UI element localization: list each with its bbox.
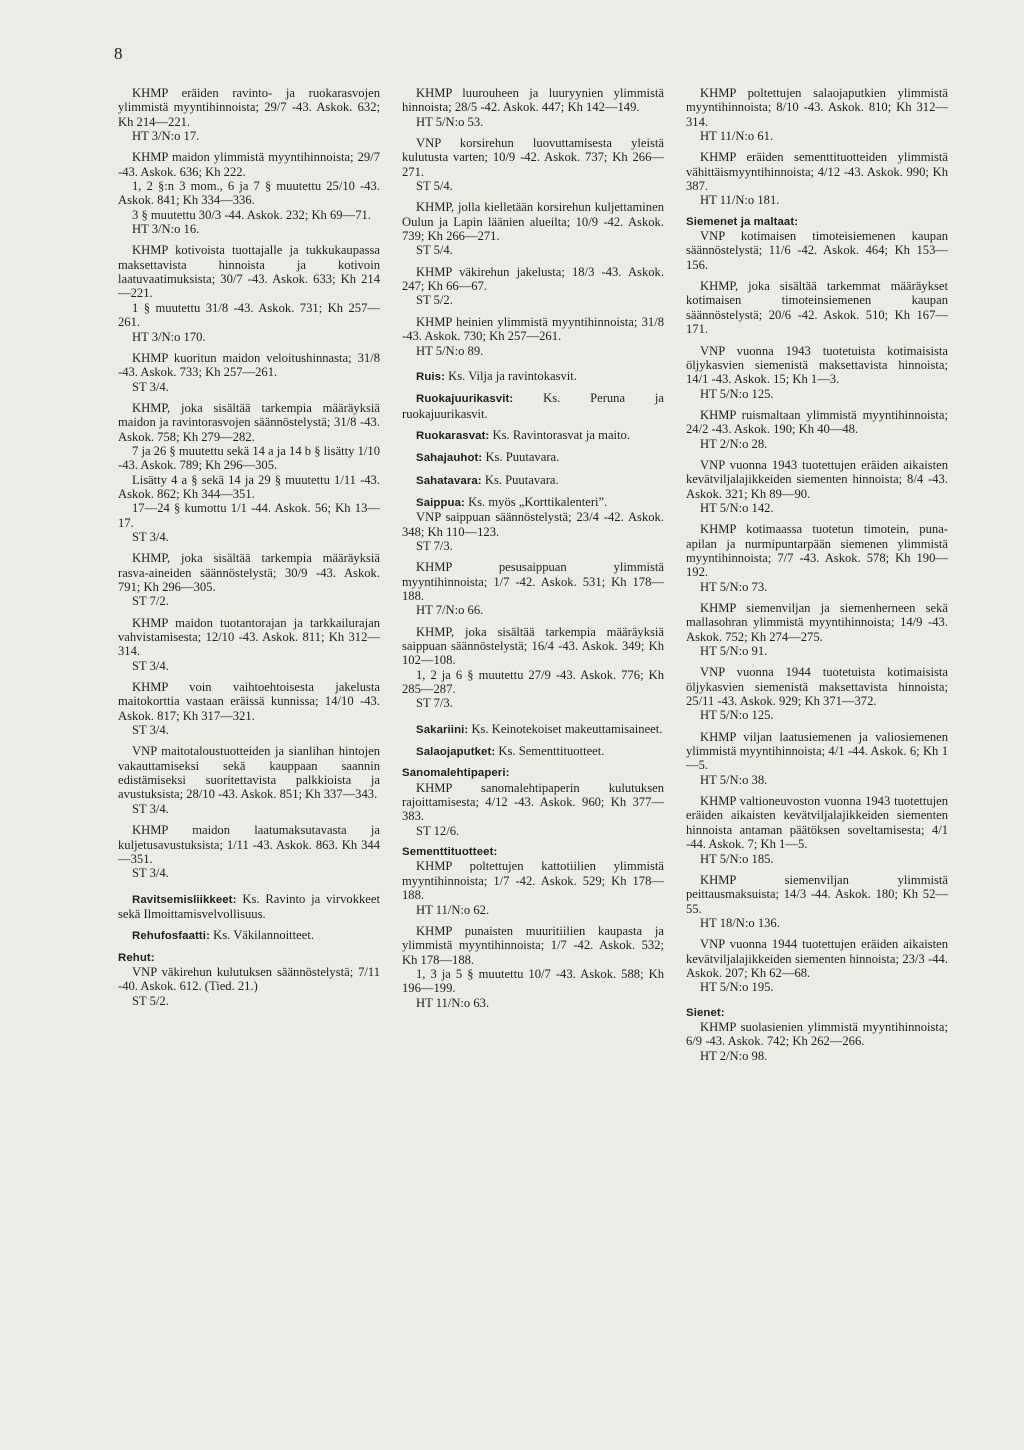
entry-reference: ST 3/4.	[132, 529, 169, 544]
index-entry	[118, 680, 380, 737]
entry-reference: ST 3/4.	[132, 379, 169, 394]
entry-reference: HT 5/N:o 185.	[700, 851, 774, 866]
index-entry	[118, 951, 380, 1008]
entry-heading: Ruokajuurikasvit:	[416, 393, 514, 406]
entry-text: 1 § muutettu 31/8 -43. Askok. 731; Kh 257—261.	[118, 300, 380, 330]
index-entry	[402, 428, 664, 443]
index-entry	[402, 845, 664, 917]
entry-text: KHMP sanomalehtipaperin kulutuksen rajoittamisesta; 4/12 -43. Askok. 960; Kh 377—383.	[402, 780, 664, 824]
entry-text: VNP kotimaisen timoteisiemenen kaupan säännöstelystä; 11/6 -42. Askok. 464; Kh 153—156.	[686, 229, 948, 272]
entry-reference: ST 5/2.	[416, 293, 453, 308]
index-entry	[686, 215, 948, 272]
entry-reference: HT 3/N:o 16.	[132, 222, 200, 237]
entry-reference: ST 3/4.	[132, 723, 169, 738]
entry-reference: HT 5/N:o 195.	[700, 980, 774, 995]
entry-reference: ST 5/4.	[416, 179, 453, 194]
index-entry	[118, 150, 380, 236]
index-entry	[118, 928, 380, 943]
index-entry	[118, 86, 380, 143]
entry-reference: HT 2/N:o 28.	[700, 436, 768, 451]
index-entry	[402, 450, 664, 465]
entry-text: KHMP voin vaihtoehtoisesta jakelusta maitokorttia vastaan eräissä kunnissa; 14/10 -43. Askok. 817; Kh 317—321.	[118, 680, 380, 723]
entry-text: 7 ja 26 § muutettu sekä 14 a ja 14 b § lisätty 1/10 -43. Askok. 789; Kh 296—305.	[118, 443, 380, 473]
entry-reference: ST 3/4.	[132, 658, 169, 673]
entry-reference: HT 11/N:o 63.	[416, 995, 490, 1010]
entry-heading: Salaojaputket:	[416, 746, 496, 759]
entry-text: VNP maitotaloustuotteiden ja sianlihan hintojen vakauttamiseksi sekä kauppaan saannin edistämiseksi suoritettavista palkkioista ja avustuksista; 28/10 -43. Askok. 851; Kh 337—343.	[118, 744, 380, 802]
entry-reference: HT 2/N:o 98.	[700, 1048, 768, 1063]
cross-reference: Ks. Puutavara.	[484, 472, 559, 487]
entry-reference: ST 7/2.	[132, 594, 169, 609]
entry-text: KHMP pesusaippuan ylimmistä myyntihinnoista; 1/7 -42. Askok. 531; Kh 178—188.	[402, 560, 664, 603]
entry-heading: Ruis:	[416, 370, 445, 383]
entry-text: KHMP kotivoista tuottajalle ja tukkukaupassa maksettavista hinnoista ja kotivoin laatuvaatimuksista; 30/7 -43. Askok. 633; Kh 214—221.	[118, 243, 380, 301]
entry-text: KHMP eräiden ravinto- ja ruokarasvojen ylimmistä myyntihinnoista; 29/7 -43. Askok. 632; Kh 214—221.	[118, 86, 380, 129]
entry-reference: HT 3/N:o 170.	[132, 329, 206, 344]
entry-heading: Sahatavara:	[416, 474, 482, 487]
entry-text: KHMP viljan laatusiemenen ja valiosiemenen ylimmistä myyntihinnoista; 4/1 -44. Askok. 6; Kh 1—5.	[686, 729, 948, 773]
index-entry	[402, 625, 664, 711]
entry-reference: ST 3/4.	[132, 801, 169, 816]
index-entry	[402, 86, 664, 129]
entry-heading: Sakariini:	[416, 723, 469, 736]
index-entry	[118, 551, 380, 608]
index-entry	[118, 616, 380, 673]
entry-text: VNP vuonna 1944 tuotetuista kotimaisista öljykasvien siemenistä maksettavista hinnoista; 25/11 -43. Askok. 929; Kh 371—372.	[686, 665, 948, 709]
entry-text: KHMP siemenviljan ja siemenherneen sekä mallasohran ylimmistä myyntihinnoista; 14/9 -43. Askok. 752; Kh 274—275.	[686, 601, 948, 644]
entry-text: KHMP luurouheen ja luuryynien ylimmistä hinnoista; 28/5 -42. Askok. 447; Kh 142—149.	[402, 86, 664, 115]
entry-text: VNP vuonna 1944 tuotettujen eräiden aikaisten kevätviljalajikkeiden siementen hinnoista; 23/3 -44. Askok. 207; Kh 62—68.	[686, 937, 948, 980]
cross-reference: Ks. Väkilannoitteet.	[213, 928, 314, 943]
entry-text: KHMP heinien ylimmistä myyntihinnoista; 31/8 -43. Askok. 730; Kh 257—261.	[402, 314, 664, 344]
index-entry	[402, 924, 664, 1010]
index-entry	[402, 200, 664, 257]
cross-reference: Ks. Ravinto ja virvokkeet sekä Ilmoittamisvelvollisuus.	[118, 891, 380, 921]
index-entry	[686, 150, 948, 207]
index-entry	[118, 243, 380, 343]
entry-text: KHMP, joka sisältää tarkemmat määräykset kotimaisen timoteinsiemenen kaupan säännöstelystä; 20/6 -42. Askok. 510; Kh 167—171.	[686, 279, 948, 337]
entry-text: KHMP poltettujen salaojaputkien ylimmistä myyntihinnoista; 8/10 -43. Askok. 810; Kh 312—314.	[686, 86, 948, 129]
entry-text: KHMP maidon ylimmistä myyntihinnoista; 29/7 -43. Askok. 636; Kh 222.	[118, 150, 380, 179]
entry-reference: ST 3/4.	[132, 866, 169, 881]
entry-text: 1, 2 ja 6 § muutettu 27/9 -43. Askok. 776; Kh 285—287.	[402, 667, 664, 697]
index-entry	[686, 873, 948, 930]
entry-reference: ST 7/3.	[416, 696, 453, 711]
entry-reference: HT 5/N:o 91.	[700, 644, 768, 659]
entry-reference: HT 5/N:o 73.	[700, 579, 768, 594]
index-entry	[118, 823, 380, 880]
entry-heading: Saippua:	[416, 496, 465, 509]
cross-reference: Ks. Peruna ja ruokajuurikasvit.	[402, 391, 664, 421]
index-entry	[686, 937, 948, 994]
entry-text: KHMP väkirehun jakelusta; 18/3 -43. Askok. 247; Kh 66—67.	[402, 264, 664, 294]
index-entry	[402, 560, 664, 617]
entry-heading: Siemenet ja maltaat:	[686, 215, 799, 228]
entry-text: VNP saippuan säännöstelystä; 23/4 -42. Askok. 348; Kh 110—123.	[402, 510, 664, 539]
index-entry	[402, 265, 664, 308]
entry-reference: HT 5/N:o 125.	[700, 386, 774, 401]
entry-text: KHMP, jolla kielletään korsirehun kuljettaminen Oulun ja Lapin läänien alueilta; 10/9 -42. Askok. 739; Kh 266—271.	[402, 200, 664, 244]
entry-text: KHMP valtioneuvoston vuonna 1943 tuotettujen eräiden aikaisten kevätviljalajikkeiden siementen hinnoista antaman päätöksen soveltamisesta; 4/1 -44. Askok. 7; Kh 1—5.	[686, 794, 948, 852]
entry-reference: HT 5/N:o 142.	[700, 500, 774, 515]
entry-reference: ST 7/3.	[416, 538, 453, 553]
index-entry	[686, 522, 948, 594]
entry-text: VNP väkirehun kulutuksen säännöstelystä; 7/11 -40. Askok. 612. (Tied. 21.)	[118, 964, 380, 994]
entry-text: Lisätty 4 a § sekä 14 ja 29 § muutettu 1/11 -43. Askok. 862; Kh 344—351.	[118, 472, 380, 501]
entry-heading: Sementtituotteet:	[402, 846, 498, 859]
entry-reference: ST 12/6.	[416, 823, 460, 838]
entry-text: KHMP eräiden sementtituotteiden ylimmistä vähittäismyyntihinnoista; 4/12 -43. Askok. 990; Kh 387.	[686, 150, 948, 194]
index-entry	[118, 401, 380, 544]
index-entry	[402, 369, 664, 384]
index-entry	[402, 722, 664, 737]
index-entry	[686, 665, 948, 722]
index-entry	[686, 794, 948, 866]
entry-reference: ST 5/4.	[416, 243, 453, 258]
entry-text: KHMP kotimaassa tuotetun timotein, puna-apilan ja nurmipuntarpään siemenen ylimmistä myyntihinnoista; 7/7 -43. Askok. 578; Kh 190—192.	[686, 522, 948, 580]
entry-heading: Ravitsemisliikkeet:	[132, 893, 237, 906]
index-entry	[402, 136, 664, 193]
entry-text: 17—24 § kumottu 1/1 -44. Askok. 56; Kh 13—17.	[118, 501, 380, 530]
entry-text: KHMP maidon laatumaksutavasta ja kuljetusavustuksista; 1/11 -43. Askok. 863. Kh 344—351.	[118, 823, 380, 866]
entry-reference: HT 5/N:o 89.	[416, 343, 484, 358]
entry-reference: HT 11/N:o 181.	[700, 193, 780, 208]
index-entry	[686, 408, 948, 451]
column-2	[402, 86, 664, 1017]
entry-text: KHMP maidon tuotantorajan ja tarkkailurajan vahvistamisesta; 12/10 -43. Askok. 811; Kh 312—314.	[118, 615, 380, 659]
entry-reference: ST 5/2.	[132, 993, 169, 1008]
index-entry	[402, 315, 664, 358]
page-number: 8	[114, 44, 123, 63]
entry-text: KHMP poltettujen kattotiilien ylimmistä myyntihinnoista; 1/7 -42. Askok. 529; Kh 178—188.	[402, 859, 664, 903]
index-entry	[686, 730, 948, 787]
entry-text: KHMP siemenviljan ylimmistä peittausmaksuista; 14/3 -44. Askok. 180; Kh 52—55.	[686, 872, 948, 916]
index-entry	[686, 344, 948, 401]
entry-text: KHMP punaisten muuritiilien kaupasta ja ylimmistä myyntihinnoista; 1/7 -42. Askok. 532; Kh 178—188.	[402, 923, 664, 967]
entry-heading: Rehut:	[118, 951, 155, 964]
entry-reference: HT 3/N:o 17.	[132, 129, 200, 144]
entry-text: KHMP, joka sisältää tarkempia määräyksiä saippuan säännöstelystä; 16/4 -43. Askok. 349; Kh 102—108.	[402, 624, 664, 668]
cross-reference: Ks. Vilja ja ravintokasvit.	[448, 368, 577, 383]
index-entry	[686, 86, 948, 143]
entry-text: KHMP, joka sisältää tarkempia määräyksiä maidon ja ravintorasvojen säännöstelystä; 31/8 -43. Askok. 758; Kh 279—282.	[118, 400, 380, 444]
entry-reference: HT 5/N:o 125.	[700, 708, 774, 723]
entry-reference: HT 5/N:o 38.	[700, 772, 768, 787]
entry-text: KHMP suolasienien ylimmistä myyntihinnoista; 6/9 -43. Askok. 742; Kh 262—266.	[686, 1019, 948, 1049]
entry-heading: Sanomalehtipaperi:	[402, 767, 510, 780]
index-entry	[118, 351, 380, 394]
entry-text: VNP vuonna 1943 tuotetuista kotimaisista öljykasvien siemenistä maksettavista hinnoista; 14/1 -43. Askok. 15; Kh 1—3.	[686, 343, 948, 387]
entry-reference: HT 11/N:o 62.	[416, 902, 490, 917]
index-entry	[402, 766, 664, 838]
entry-text: VNP korsirehun luovuttamisesta yleistä kulutusta varten; 10/9 -42. Askok. 737; Kh 266—271.	[402, 136, 664, 179]
index-entry	[402, 495, 664, 553]
entry-heading: Sahajauhot:	[416, 452, 483, 465]
entry-text: KHMP, joka sisältää tarkempia määräyksiä rasva-aineiden säännöstelystä; 30/9 -43. Askok. 791; Kh 296—305.	[118, 551, 380, 594]
entry-reference: HT 18/N:o 136.	[700, 915, 780, 930]
cross-reference: Ks. Sementtituotteet.	[498, 744, 605, 759]
cross-reference: Ks. myös „Korttikalenteri”.	[468, 494, 608, 509]
index-entry	[686, 1006, 948, 1063]
entry-reference: HT 11/N:o 61.	[700, 129, 774, 144]
index-entry	[402, 391, 664, 421]
column-3	[686, 86, 948, 1070]
entry-heading: Rehufosfaatti:	[132, 930, 210, 943]
entry-heading: Sienet:	[686, 1006, 725, 1019]
index-entry	[118, 892, 380, 922]
entry-text: KHMP ruismaltaan ylimmistä myyntihinnoista; 24/2 -43. Askok. 190; Kh 40—48.	[686, 407, 948, 437]
entry-text: 1, 3 ja 5 § muutettu 10/7 -43. Askok. 588; Kh 196—199.	[402, 966, 664, 996]
index-entry	[402, 473, 664, 488]
column-1	[118, 86, 380, 1015]
entry-reference: HT 7/N:o 66.	[416, 603, 484, 618]
cross-reference: Ks. Ravintorasvat ja maito.	[492, 427, 630, 442]
cross-reference: Ks. Keinotekoiset makeuttamisaineet.	[471, 721, 663, 736]
index-entry	[686, 458, 948, 515]
entry-text: 3 § muutettu 30/3 -44. Askok. 232; Kh 69—71.	[132, 207, 371, 222]
entry-text: VNP vuonna 1943 tuotettujen eräiden aikaisten kevätviljalajikkeiden siementen hinnoista; 8/4 -43. Askok. 321; Kh 89—90.	[686, 457, 948, 501]
index-entry	[402, 744, 664, 759]
entry-reference: HT 5/N:o 53.	[416, 114, 484, 129]
entry-heading: Ruokarasvat:	[416, 429, 490, 442]
index-entry	[686, 601, 948, 658]
cross-reference: Ks. Puutavara.	[485, 450, 560, 465]
entry-text: KHMP kuoritun maidon veloitushinnasta; 31/8 -43. Askok. 733; Kh 257—261.	[118, 350, 380, 380]
entry-text: 1, 2 §:n 3 mom., 6 ja 7 § muutettu 25/10 -43. Askok. 841; Kh 334—336.	[118, 179, 380, 208]
index-entry	[686, 279, 948, 336]
index-entry	[118, 744, 380, 816]
